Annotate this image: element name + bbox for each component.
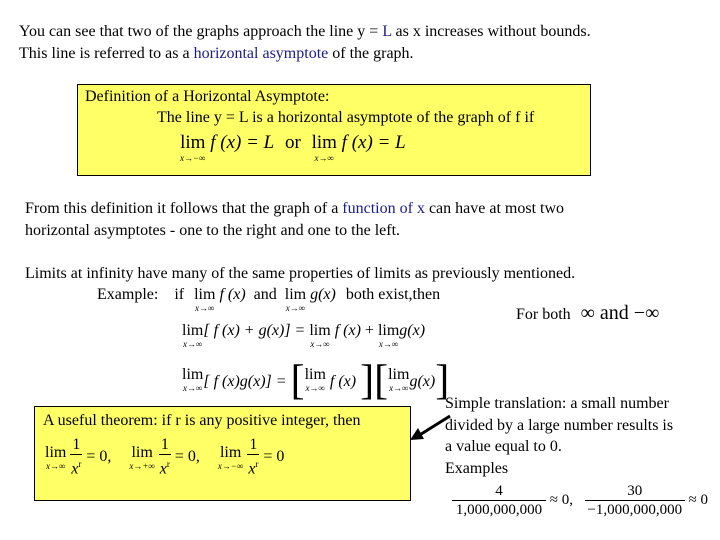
product-rule: lim x→∞ [ f (x)g(x)] = [ lim x→∞ f (x) ][ lim x→∞ g(x)] xyxy=(182,358,450,404)
limits-line-1: Limits at infinity have many of the same properties of limits as previously mentioned. xyxy=(25,265,576,282)
term-horizontal-asymptote: horizontal asymptote xyxy=(193,45,329,62)
sum-rule: lim x→∞ [ f (x) + g(x)] = lim x→∞ f (x) + lim x→∞ g(x) xyxy=(182,322,426,349)
limit-operator: lim x→∞ xyxy=(311,132,337,163)
definition-title: Definition of a Horizontal Asymptote: xyxy=(85,88,330,105)
limit-operator: lim x→∞ xyxy=(388,366,410,393)
right-bracket: ] xyxy=(435,358,450,404)
limit-operator: lim x→−∞ xyxy=(217,443,244,471)
limit-operator: lim x→∞ xyxy=(284,286,307,313)
right-bracket: ] xyxy=(360,358,375,404)
intro-line-2: This line is referred to as a horizontal asymptote of the graph. xyxy=(19,45,414,62)
theorem-formulas: lim x→∞ $\frac{1}{x^r}$ = 0, lim x→+∞ $\frac{1}{x^r}$ = 0, lim x→−∞ $\frac{1}{x^r}$ = 0 xyxy=(45,436,285,478)
limit-operator: lim x→∞ xyxy=(194,286,216,313)
left-bracket: [ xyxy=(290,358,305,404)
limit-operator: lim x→+∞ xyxy=(129,443,155,471)
symbol-L: L xyxy=(382,23,392,40)
intro-line-1: You can see that two of the graphs approach the line y = L as x increases without bounds. xyxy=(19,23,591,40)
translation-line-1: Simple translation: a small number xyxy=(445,395,669,412)
theorem-title: A useful theorem: if r is any positive integer, then xyxy=(43,412,361,429)
fraction: $\frac{1}{x^r}$ xyxy=(159,436,170,478)
fraction: $\frac{4}{1,000,000,000}$ xyxy=(452,482,546,519)
for-both-note: For both ∞ and −∞ xyxy=(516,302,660,324)
limit-operator: lim x→∞ xyxy=(182,366,204,393)
limit-operator: lim x→∞ xyxy=(309,322,331,349)
translation-line-2: divided by a large number results is xyxy=(445,417,674,434)
limit-operator: lim x→−∞ xyxy=(180,132,206,163)
limit-operator: lim x→∞ xyxy=(304,366,326,393)
examples-label: Examples xyxy=(445,460,509,477)
fraction: $\frac{30}{-1,000,000,000}$ xyxy=(585,482,685,519)
fraction: $\frac{1}{x^r}$ xyxy=(71,436,82,478)
fraction: $\frac{1}{x^r}$ xyxy=(248,436,259,478)
left-bracket: [ xyxy=(374,358,389,404)
limit-operator: lim x→∞ xyxy=(45,443,67,471)
definition-statement: The line y = L is a horizontal asymptote of the graph of f if xyxy=(157,109,535,126)
limit-operator: lim x→∞ xyxy=(182,322,204,349)
definition-formula: lim x→−∞ f (x) = L or lim x→∞ f (x) = L xyxy=(180,132,406,163)
follow-line-1: From this definition it follows that the graph of a function of x can have at most two xyxy=(25,200,565,217)
follow-line-2: horizontal asymptotes - one to the right and one to the left. xyxy=(25,222,401,239)
example-row: Example: if lim x→∞ f (x) and lim x→∞ g(x) both exist,then xyxy=(97,286,441,313)
example-fractions: $\frac{4}{1,000,000,000}$ ≈ 0, $\frac{30}{-1,000,000,000}$ ≈ 0 xyxy=(452,482,708,519)
translation-line-3: a value equal to 0. xyxy=(445,438,562,455)
limit-operator: lim x→∞ xyxy=(377,322,400,349)
term-function-of-x: function of x xyxy=(342,200,425,217)
